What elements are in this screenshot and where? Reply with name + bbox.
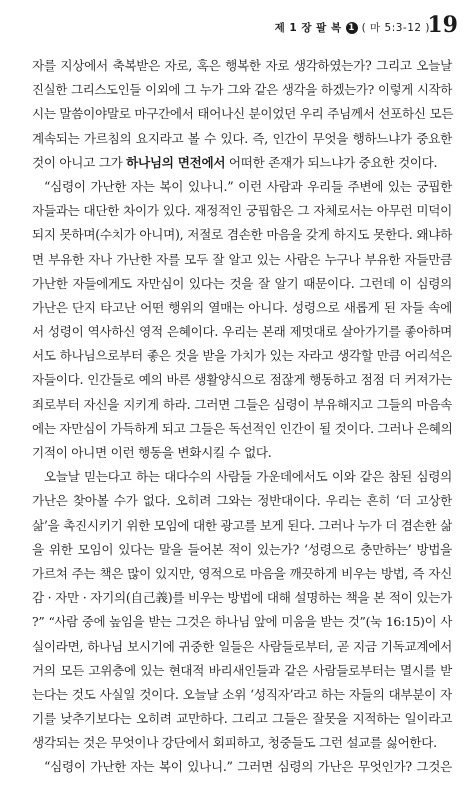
- text-line: 실이라면, 하나님 보시기에 귀중한 일들은 사람들로부터, 곧 지금 기독교계에서: [32, 638, 452, 654]
- text-line: 서도 하나님으로부터 좋은 것을 받을 가치가 있는 자라고 생각할 만큼 어리석은: [32, 348, 452, 364]
- text-line: 가난은 찾아볼 수가 없다. 오히려 그와는 정반대이다. 우리는 흔히 ‘더 고상한: [32, 493, 452, 509]
- text-line: 에는 자만심이 가득하게 되고 그들은 독선적인 인간이 될 것이다. 그러나 은혜의: [32, 420, 453, 436]
- text-line: 가난은 단지 타고난 어떤 행위의 열매는 아니다. 성령으로 새롭게 된 자들 속에: [32, 299, 452, 315]
- text-line: 거의 모든 고위층에 있는 현대적 바리새인들과 같은 사람들로부터는 멸시를 받: [32, 662, 452, 678]
- chapter-title: 제 1 장 팔 복: [274, 22, 342, 34]
- running-head: [275, 20, 430, 35]
- text-line: 감 · 자만 · 자기의(自己義)를 비우는 방법에 대해 설명하는 책을 본 적이 있는가: [32, 590, 452, 606]
- text-line: 서 성령이 역사하신 영적 은혜이다. 우리는 본래 제멋대로 살아가기를 좋아하며: [32, 324, 452, 340]
- text-line: 생각되는 것은 무엇이나 강단에서 회피하고, 청중들도 그런 설교를 싫어한다.: [32, 735, 437, 751]
- page-number: 19: [427, 12, 458, 38]
- text-line: 것이 아니고 그가 하나님의 면전에서 어떠한 존재가 되느냐가 중요한 것이다.: [32, 154, 438, 170]
- emphasis-text: 하나님의 면전에서: [126, 154, 226, 170]
- page-header: [0, 12, 470, 38]
- text-line: 삶’을 촉진시키기 위한 모임에 대한 광고를 보게 된다. 그러나 누가 더 겸손한 삶: [32, 517, 452, 533]
- text-line: 오늘날 믿는다고 하는 대다수의 사람들 가운데에서도 이와 같은 참된 심령의: [44, 469, 452, 485]
- text-line: “심령이 가난한 자는 복이 있나니.” 그러면 심령의 가난은 무엇인가? 그것은: [44, 759, 452, 775]
- circled-section-number: 1: [346, 22, 358, 34]
- text-line: 되지 못하며(수치가 아니며), 저절로 겸손한 마음을 갖게 하지도 못한다. 왜냐하: [32, 227, 452, 243]
- text-line: 는다는 것도 사실일 것이다. 오늘날 소위 ‘성직자’라고 하는 자들의 대부분이 자: [32, 686, 452, 702]
- text-line: 가르쳐 주는 책은 많이 있지만, 영적으로 마음을 깨끗하게 비우는 방법, 즉 자신: [32, 565, 452, 581]
- text-line: 자를 지상에서 축복받은 자로, 혹은 행복한 자로 생각하였는가? 그리고 오늘날: [32, 58, 452, 73]
- text-line: 죄로부터 자신을 지키게 하라. 그러면 그들은 심령이 부유해지고 그들의 마음속: [32, 396, 452, 412]
- text-line: 시는 말씀이야말로 마구간에서 태어나신 분이었던 우리 주님께서 선포하신 모든: [32, 106, 454, 122]
- text-line: 면 부유한 자나 가난한 자를 모두 잘 알고 있는 사람은 누구나 부유한 자들만큼: [32, 251, 452, 267]
- body-text: [32, 54, 452, 780]
- text-line: 기적이 아니면 이런 행동을 변화시킬 수 없다.: [32, 445, 272, 460]
- text-line: 계속되는 가르침의 요지라고 볼 수 있다. 즉, 인간이 무엇을 행하느냐가 중요한: [32, 130, 452, 146]
- text-line: 자들이다. 인간들로 예의 바른 생활양식으로 점잖게 행동하고 점점 더 커져가는: [32, 372, 452, 388]
- text-line: 가난한 자들에게도 자만심이 있다는 것을 잘 알기 때문이다. 그런데 이 심령의: [32, 275, 452, 291]
- text-line: ?” “사람 중에 높임을 받는 그것은 하나님 앞에 미움을 받는 것”(눅 16:15)이 사: [32, 614, 452, 630]
- text-line: 기를 낮추기보다는 오히려 교만하다. 그리고 그들은 잘못을 지적하는 일이라고: [32, 711, 452, 727]
- text-line: “심령이 가난한 자는 복이 있나니.” 이런 사람과 우리들 주변에 있는 궁핍한: [44, 178, 452, 194]
- text-line: 자들과는 대단한 차이가 있다. 재정적인 궁핍함은 그 자체로서는 아무런 미덕이: [32, 203, 452, 219]
- scripture-reference: ( 마 5:3-12 ): [361, 22, 430, 34]
- text-line: 을 위한 모임이 있다는 말을 들어본 적이 있는가? ‘성령으로 충만하는’ 방법을: [32, 541, 452, 557]
- text-line: 진실한 그리스도인들 이외에 그 누가 그와 같은 생각을 하겠는가? 이렇게 시작하: [32, 82, 452, 98]
